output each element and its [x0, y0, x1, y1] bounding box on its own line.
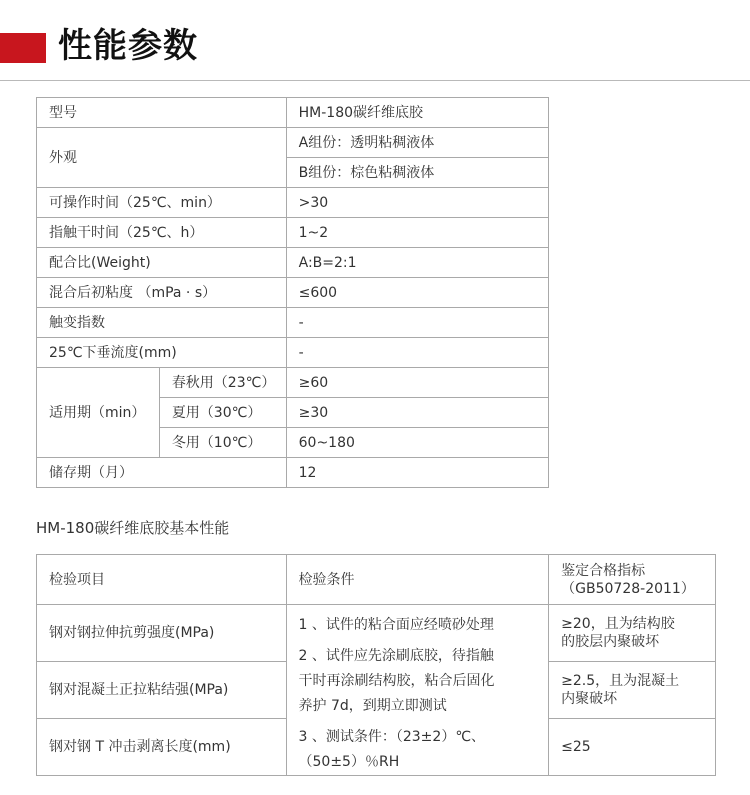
spec-label: 配合比(Weight) — [37, 248, 287, 278]
table-header-row — [37, 555, 716, 605]
spec-label: 可操作时间（25℃、min） — [37, 188, 287, 218]
page-title: 性能参数 — [58, 26, 198, 66]
column-header: 鉴定合格指标 （GB50728-2011） — [549, 555, 716, 605]
condition-3: 3 、测试条件：（23±2）℃、 （50±5）％RH — [298, 729, 486, 770]
spec-value: A组份：透明粘稠液体 — [286, 128, 548, 158]
table-row — [37, 338, 549, 368]
table-row — [37, 458, 549, 488]
spec-sublabel: 春秋用（23℃） — [159, 368, 286, 398]
table-row — [37, 218, 549, 248]
test-item: 钢对混凝土正拉粘结强(MPa) — [37, 662, 287, 719]
table-row — [37, 188, 549, 218]
spec-value: ≥60 — [286, 368, 548, 398]
table-row — [37, 278, 549, 308]
test-item: 钢对钢 T 冲击剥离长度(mm) — [37, 719, 287, 776]
spec-sublabel: 冬用（10℃） — [159, 428, 286, 458]
condition-1: 1 、试件的粘合面应经喷砂处理 — [298, 617, 494, 633]
column-header: 检验条件 — [286, 555, 549, 605]
qualification-criteria: ≥20，且为结构胶 的胶层内聚破坏 — [549, 605, 716, 662]
spec-value: B组份：棕色粘稠液体 — [286, 158, 548, 188]
spec-label: 型号 — [37, 98, 287, 128]
spec-label: 25℃下垂流度(mm) — [37, 338, 287, 368]
header-accent-bar — [0, 33, 46, 63]
spec-value: HM-180碳纤维底胶 — [286, 98, 548, 128]
table-row — [37, 308, 549, 338]
performance-caption: HM-180碳纤维底胶基本性能 — [36, 519, 230, 537]
spec-label: 触变指数 — [37, 308, 287, 338]
spec-value: - — [286, 338, 548, 368]
qualification-criteria: ≥2.5，且为混凝土 内聚破坏 — [549, 662, 716, 719]
column-header: 检验项目 — [37, 555, 287, 605]
table-row — [37, 248, 549, 278]
condition-2: 2 、试件应先涂刷底胶，待指触 干时再涂刷结构胶，粘合后固化 养护 7d，到期立即测试 — [298, 648, 495, 714]
test-item: 钢对钢拉伸抗剪强度(MPa) — [37, 605, 287, 662]
table-row — [37, 128, 549, 158]
spec-label: 指触干时间（25℃、h） — [37, 218, 287, 248]
spec-value: 1~2 — [286, 218, 548, 248]
qualification-criteria: ≤25 — [549, 719, 716, 776]
spec-value: A:B=2:1 — [286, 248, 548, 278]
test-conditions — [286, 605, 549, 776]
spec-value: ≤600 — [286, 278, 548, 308]
spec-value: 60~180 — [286, 428, 548, 458]
spec-label: 储存期（月） — [37, 458, 287, 488]
spec-table — [36, 97, 549, 488]
spec-value: 12 — [286, 458, 548, 488]
spec-value: >30 — [286, 188, 548, 218]
spec-label: 混合后初粘度 （mPa · s） — [37, 278, 287, 308]
header-divider — [0, 80, 750, 81]
spec-sublabel: 夏用（30℃） — [159, 398, 286, 428]
spec-value: ≥30 — [286, 398, 548, 428]
table-row — [37, 368, 549, 398]
table-row — [37, 605, 716, 662]
spec-label: 外观 — [37, 128, 287, 188]
performance-table — [36, 554, 716, 776]
table-row — [37, 98, 549, 128]
spec-label: 适用期（min） — [37, 368, 160, 458]
spec-value: - — [286, 308, 548, 338]
